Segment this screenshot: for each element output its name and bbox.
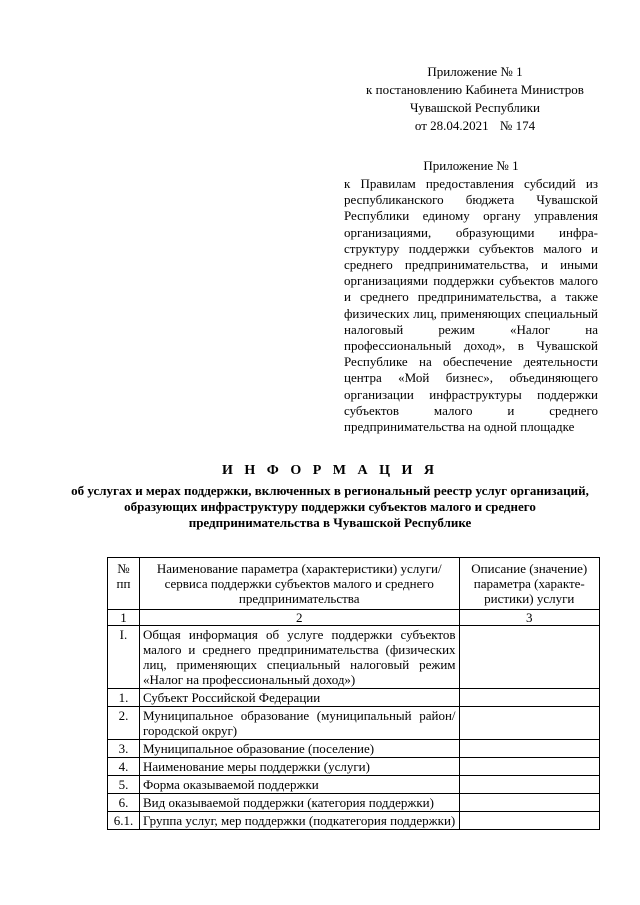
index-col-3: 3 <box>459 610 599 626</box>
appendix-main-line2: к постановлению Кабинета Министров <box>366 82 584 97</box>
row-name: Муниципальное образование (муниципальный район/городской округ) <box>139 707 459 740</box>
table-header-row <box>108 558 600 610</box>
info-heading <box>60 463 600 531</box>
row-name: Муниципальное образование (поселение) <box>139 740 459 758</box>
row-value <box>459 812 599 830</box>
appendix-main-number: № 174 <box>499 118 536 133</box>
row-num: 1. <box>108 689 140 707</box>
row-value <box>459 707 599 740</box>
table-index-row <box>108 610 600 626</box>
index-col-2: 2 <box>139 610 459 626</box>
row-num: 2. <box>108 707 140 740</box>
row-name: Вид оказываемой поддержки (категория поддержки) <box>139 794 459 812</box>
appendix-main-date: от 28.04.2021 <box>414 118 489 133</box>
table-row <box>108 689 600 707</box>
table-row <box>108 812 600 830</box>
table-row <box>108 758 600 776</box>
appendix-main-block <box>350 64 600 136</box>
header-num: № пп <box>108 558 140 610</box>
appendix-rules-text: к Правилам предоставления субсидий из республиканского бюджета Чувашской Республики единому органу управления организациями, образующими инфраструктуру поддержки субъектов малого и среднего предпринимательства, и иными организациями поддержки субъектов малого и среднего предпринимательства, а также физических лиц, применяющих специальный налоговый режим «Налог на профессиональный доход», в Чувашской Республике на обеспечение деятельности центра «Мой бизнес», объединяющего организации инфраструктуры поддержки субъектов малого и среднего предпринимательства на одной площадке <box>344 176 598 435</box>
row-name: Форма оказываемой поддержки <box>139 776 459 794</box>
row-value <box>459 776 599 794</box>
header-name: Наименование параметра (характеристики) услуги/сервиса поддержки субъектов малого и среднего предпринимательства <box>139 558 459 610</box>
row-num: 6. <box>108 794 140 812</box>
table-row <box>108 707 600 740</box>
row-name: Общая информация об услуге поддержки субъектов малого и среднего предпринимательства (физических лиц, применяющих специальный налоговый режим «Налог на профессиональный доход») <box>139 626 459 689</box>
index-col-1: 1 <box>108 610 140 626</box>
info-title: И Н Ф О Р М А Ц И Я <box>222 463 438 478</box>
appendix-main-line3: Чувашской Республики <box>409 100 541 115</box>
row-num: 5. <box>108 776 140 794</box>
appendix-main-date-line <box>350 118 600 136</box>
row-num: I. <box>108 626 140 689</box>
appendix-rules-title: Приложение № 1 <box>423 158 519 173</box>
row-value <box>459 758 599 776</box>
row-num: 4. <box>108 758 140 776</box>
table-row <box>108 776 600 794</box>
row-name: Субъект Российской Федерации <box>139 689 459 707</box>
row-value <box>459 626 599 689</box>
row-value <box>459 740 599 758</box>
table-row <box>108 794 600 812</box>
parameters-table <box>107 557 600 830</box>
appendix-main-title: Приложение № 1 <box>427 64 523 79</box>
row-value <box>459 794 599 812</box>
header-value: Описание (значение) параметра (характеристики) услуги <box>459 558 599 610</box>
row-num: 3. <box>108 740 140 758</box>
appendix-rules-block <box>344 158 598 435</box>
row-value <box>459 689 599 707</box>
row-num: 6.1. <box>108 812 140 830</box>
row-name: Наименование меры поддержки (услуги) <box>139 758 459 776</box>
table-row <box>108 740 600 758</box>
row-name: Группа услуг, мер поддержки (подкатегория поддержки) <box>139 812 459 830</box>
info-subtitle: об услугах и мерах поддержки, включенных в региональный реестр услуг организаций, образующих инфраструктуру поддержки субъектов малого и среднего предпринимательства в Чувашской Республике <box>71 483 589 530</box>
table-row <box>108 626 600 689</box>
